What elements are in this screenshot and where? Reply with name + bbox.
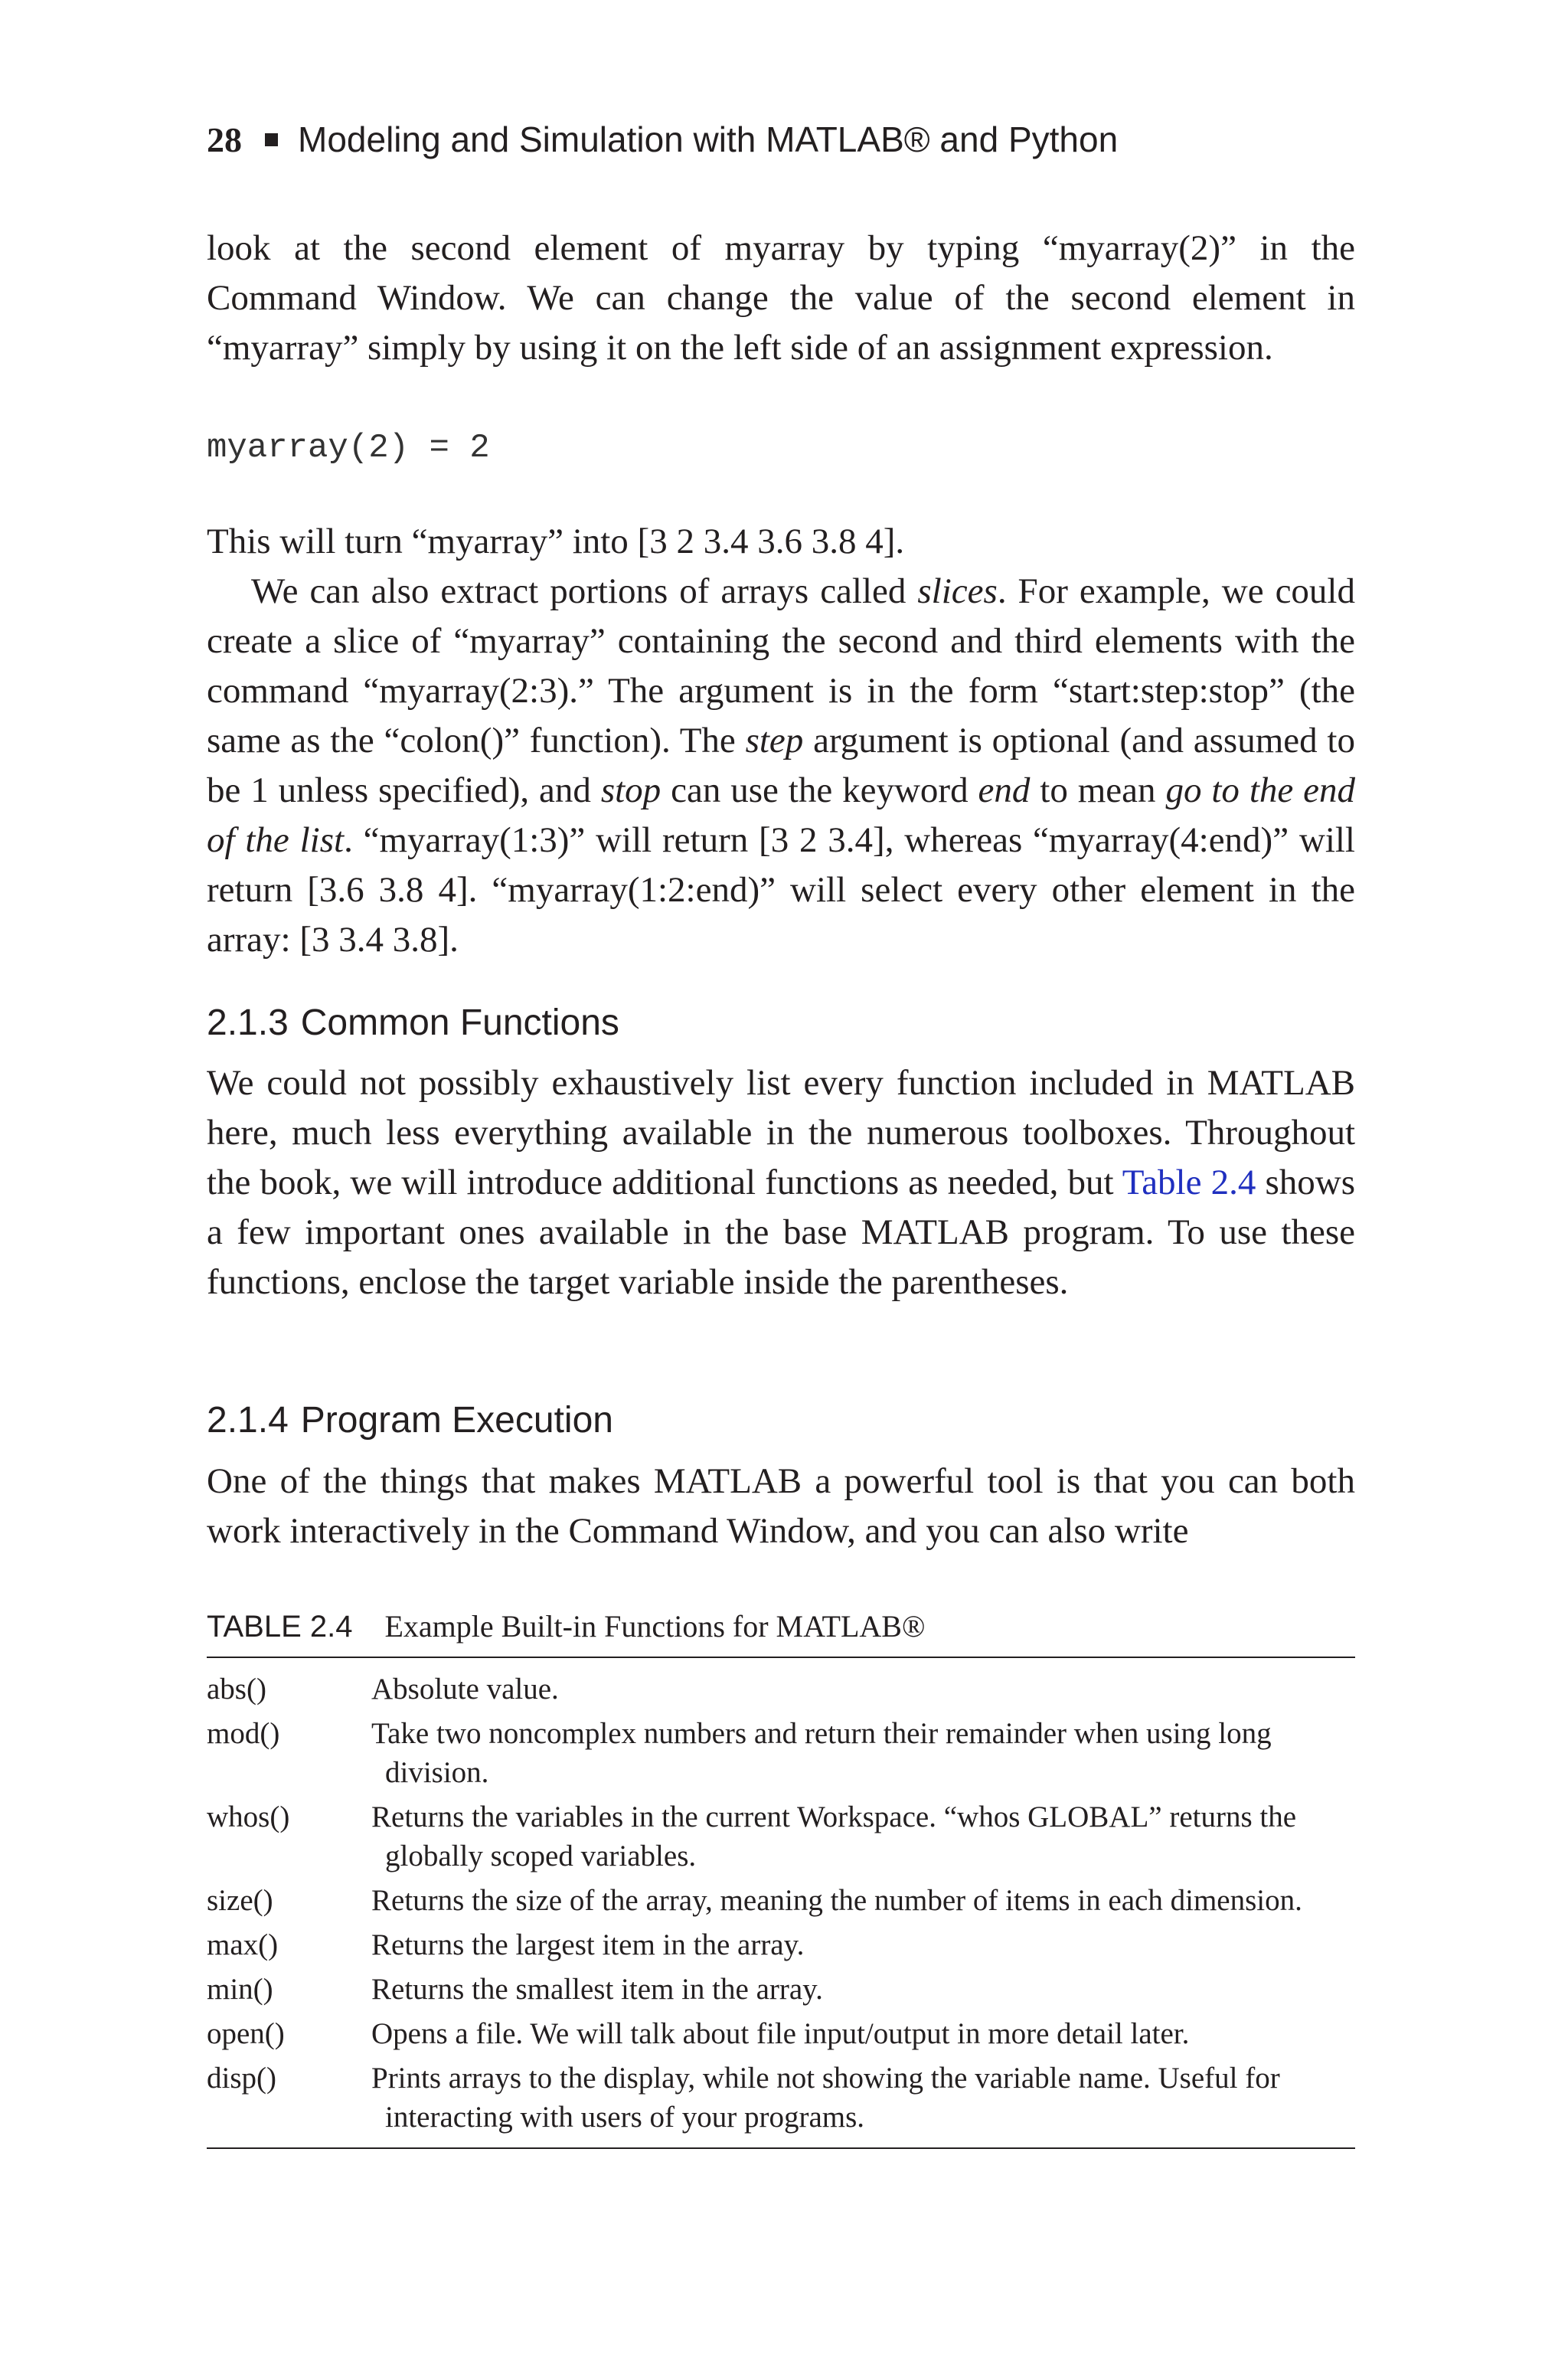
section-heading-program-execution: 2.1.4 Program Execution (207, 1400, 613, 1441)
table-top-rule (207, 1657, 1355, 1658)
table-row: max() Returns the largest item in the array. (207, 1928, 805, 1961)
code-line: myarray(2) = 2 (207, 429, 490, 467)
term-slices: slices (917, 571, 998, 611)
paragraph-common-functions: We could not possibly exhaustively list every function included in MATLAB here, much less everything available in the numerous toolboxes. Throughout the book, we will introduce additional functions as needed, but Table 2.4 shows a few important ones available in the base MATLAB program. To use these functions, enclose the target variable inside the parentheses. (207, 1063, 1355, 1302)
section-heading-common-functions: 2.1.3 Common Functions (207, 1002, 619, 1043)
table-label: TABLE 2.4 (207, 1610, 353, 1644)
table-2-4-link[interactable]: Table 2.4 (1122, 1163, 1256, 1202)
running-head (207, 116, 1118, 163)
table-row: whos() Returns the variables in the current Workspace. “whos GLOBAL” returns the globally scoped variables. (207, 1801, 1297, 1872)
table-caption (207, 1606, 925, 1647)
table-title: Example Built-in Functions for MATLAB® (384, 1609, 926, 1644)
paragraph-program-execution: One of the things that makes MATLAB a powerful tool is that you can both work interactively in the Command Window, and you can also write (207, 1461, 1355, 1551)
term-stop: stop (600, 770, 662, 810)
table-bottom-rule (207, 2147, 1355, 2149)
paragraph-slices: We can also extract portions of arrays called slices. For example, we could create a slice of “myarray” containing the second and third elements with the command “myarray(2:3).” The argument is in the form “start:step:stop” (the same as the “colon()” function). The step argument is optional (and assumed to be 1 unless specified), and stop can use the keyword end to mean go to the end of the list. “myarray(1:3)” will return [3 2 3.4], whereas “myarray(4:end)” will return [3.6 3.8 4]. “myarray(1:2:end)” will select every other element in the array: [3 3.4 3.8]. (207, 571, 1356, 960)
table-row: size() Returns the size of the array, meaning the number of items in each dimension. (207, 1884, 1302, 1917)
table-row: mod() Take two noncomplex numbers and return their remainder when using long division. (207, 1717, 1272, 1789)
paragraph-intro: look at the second element of myarray by typing “myarray(2)” in the Command Window. We can change the value of the second element in “myarray” simply by using it on the left side of an assignment expression. (207, 228, 1355, 368)
term-step: step (745, 721, 804, 760)
paragraph-result: This will turn “myarray” into [3 2 3.4 3.6 3.8 4]. (207, 522, 905, 561)
table-row: open() Opens a file. We will talk about file input/output in more detail later. (207, 2017, 1190, 2050)
table-row: abs() Absolute value. (207, 1673, 559, 1706)
running-head-title: Modeling and Simulation with MATLAB® and Python (298, 119, 1119, 159)
page-number: 28 (207, 120, 242, 159)
square-bullet-icon (265, 133, 278, 146)
table-row: min() Returns the smallest item in the array. (207, 1973, 823, 2006)
functions-table (207, 1670, 1355, 2137)
term-end: end (978, 770, 1031, 810)
table-row: disp() Prints arrays to the display, while not showing the variable name. Useful for interacting with users of your programs. (207, 2062, 1280, 2134)
phrase-go-to-end: go to the end of the list (207, 770, 1356, 860)
